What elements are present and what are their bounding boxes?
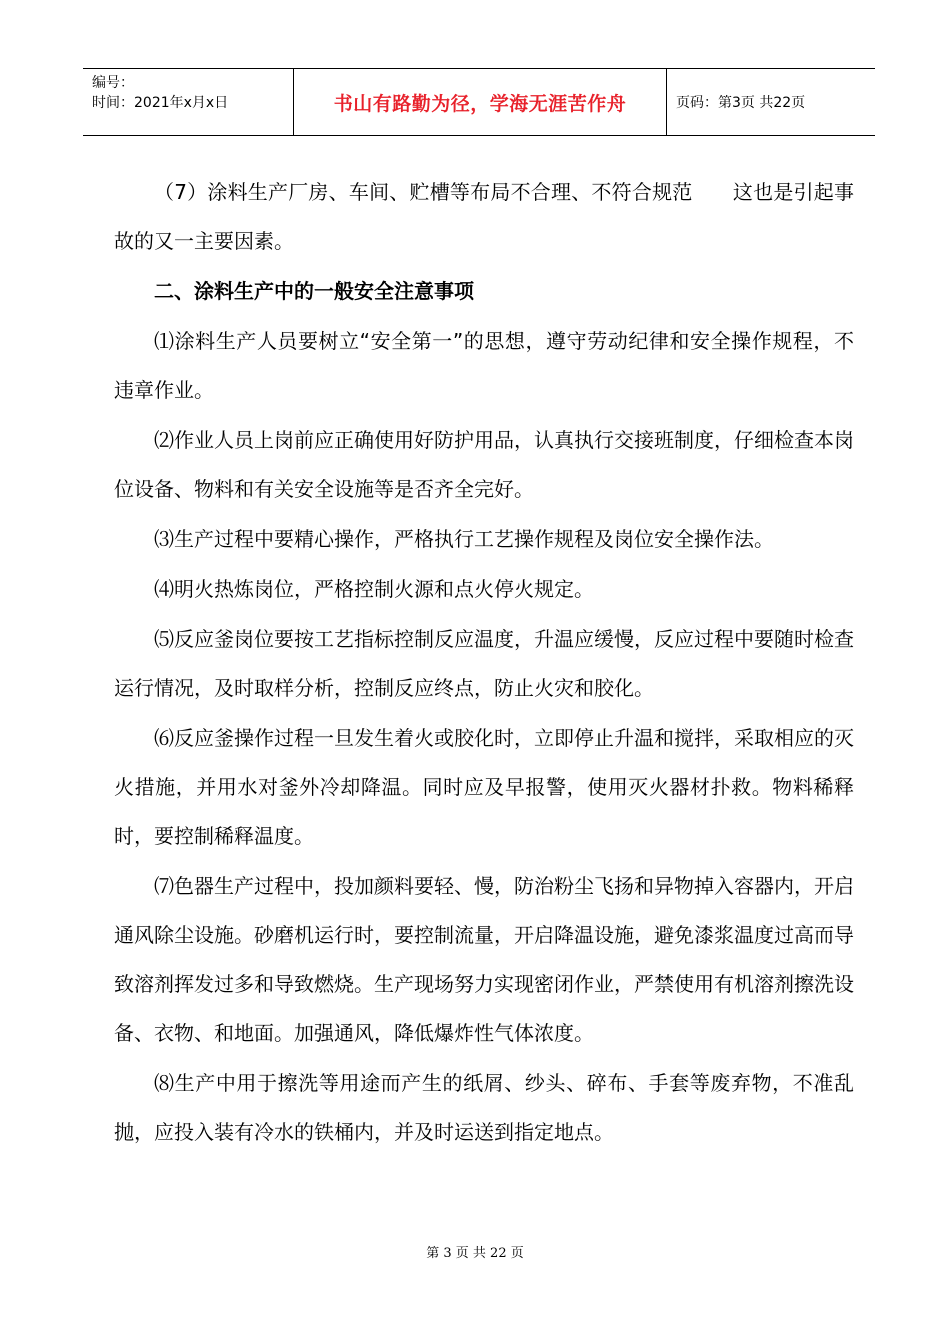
paragraph: ⑹反应釜操作过程一旦发生着火或胶化时，立即停止升温和搅拌，采取相应的灭火措施，并用水对釜外冷却降温。同时应及早报警，使用灭火器材扑救。物料稀释时，要控制稀释温度。 [114,726,854,848]
paragraph: ⑷明火热炼岗位，严格控制火源和点火停火规定。 [154,577,594,601]
header-page-info: 页码：第3页 共22页 [667,69,876,136]
page-header [83,68,875,136]
serial-number-label: 编号： [92,75,134,91]
paragraph: ⑸反应釜岗位要按工艺指标控制反应温度，升温应缓慢，反应过程中要随时检查运行情况，及时取样分析，控制反应终点，防止火灾和胶化。 [114,627,854,700]
paragraph: ⑵作业人员上岗前应正确使用好防护用品，认真执行交接班制度，仔细检查本岗位设备、物料和有关安全设施等是否齐全完好。 [114,428,854,501]
header-meta [83,69,294,136]
header-motto: 书山有路勤为径，学海无涯苦作舟 [294,69,667,136]
document-body [114,168,854,1158]
section-heading: 二、涂料生产中的一般安全注意事项 [154,279,474,303]
date-label: 时间：2021年x月x日 [92,95,229,111]
paragraph: ⑶生产过程中要精心操作，严格执行工艺操作规程及岗位安全操作法。 [154,527,774,551]
paragraph: ⑻生产中用于擦洗等用途而产生的纸屑、纱头、碎布、手套等废弃物，不准乱抛，应投入装有冷水的铁桶内，并及时运送到指定地点。 [114,1071,854,1144]
paragraph: （7）涂料生产厂房、车间、贮槽等布局不合理、不符合规范 这也是引起事故的又一主要因素。 [114,180,854,253]
paragraph: ⑺色器生产过程中，投加颜料要轻、慢，防治粉尘飞扬和异物掉入容器内，开启通风除尘设施。砂磨机运行时，要控制流量，开启降温设施，避免漆浆温度过高而导致溶剂挥发过多和导致燃烧。生产现场努力实现密闭作业，严禁使用有机溶剂擦洗设备、衣物、和地面。加强通风，降低爆炸性气体浓度。 [114,874,854,1045]
paragraph: ⑴涂料生产人员要树立“安全第一”的思想，遵守劳动纪律和安全操作规程，不违章作业。 [114,329,854,402]
page-footer: 第 3 页 共 22 页 [426,1246,524,1261]
